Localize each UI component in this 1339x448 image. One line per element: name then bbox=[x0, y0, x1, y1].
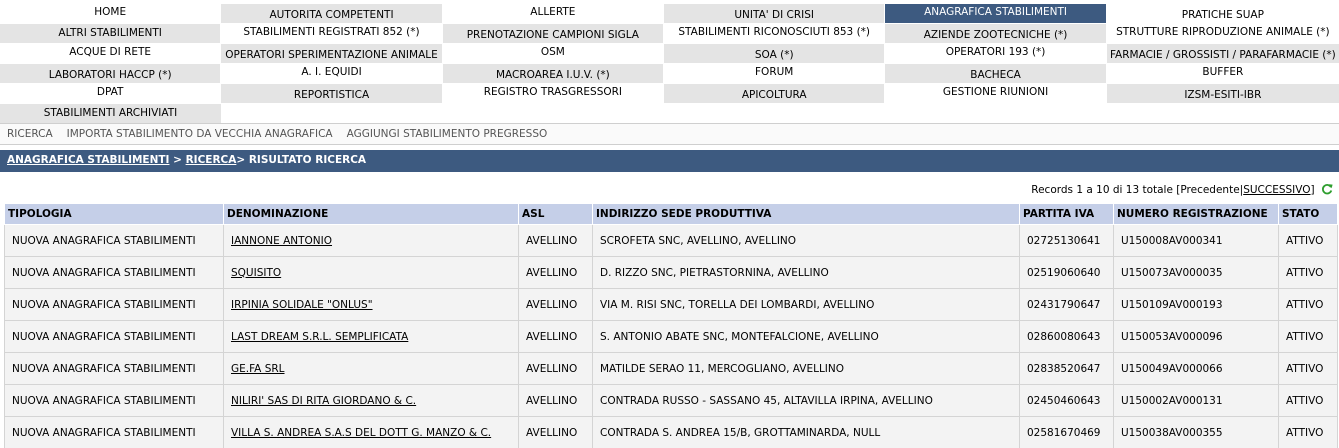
menu-row bbox=[0, 44, 1339, 64]
numero-registrazione-cell: U150053AV000096 bbox=[1114, 321, 1279, 353]
results-table bbox=[4, 203, 1338, 448]
menu-item-macroarea-i-u-v[interactable]: MACROAREA I.U.V. (*) bbox=[443, 64, 663, 83]
column-header-stato: STATO bbox=[1279, 204, 1338, 225]
menu-item-farmacie-grossisti-parafarmacie[interactable]: FARMACIE / GROSSISTI / PARAFARMACIE (*) bbox=[1107, 44, 1339, 63]
indirizzo-cell: CONTRADA RUSSO - SASSANO 45, ALTAVILLA IRPINA, AVELLINO bbox=[593, 385, 1020, 417]
menu-item-forum[interactable]: FORUM bbox=[664, 64, 884, 83]
partita-iva-cell: 02581670469 bbox=[1020, 417, 1114, 448]
stato-cell: ATTIVO bbox=[1279, 289, 1338, 321]
column-header-indirizzo-sede-produttiva: INDIRIZZO SEDE PRODUTTIVA bbox=[593, 204, 1020, 225]
table-row bbox=[5, 289, 1338, 321]
tipologia-cell: NUOVA ANAGRAFICA STABILIMENTI bbox=[5, 257, 224, 289]
menu-item-soa[interactable]: SOA (*) bbox=[664, 44, 884, 63]
menu-item-izsm-esiti-ibr[interactable]: IZSM-ESITI-IBR bbox=[1107, 84, 1339, 103]
menu-row bbox=[0, 24, 1339, 44]
breadcrumb-separator: > bbox=[169, 154, 186, 166]
column-header-asl: ASL bbox=[519, 204, 593, 225]
table-row bbox=[5, 353, 1338, 385]
column-header-numero-registrazione: NUMERO REGISTRAZIONE bbox=[1114, 204, 1279, 225]
menu-item-a-i-equidi[interactable]: A. I. EQUIDI bbox=[221, 64, 441, 83]
menu-item-stabilimenti-archiviati[interactable]: STABILIMENTI ARCHIVIATI bbox=[0, 104, 221, 123]
partita-iva-cell: 02431790647 bbox=[1020, 289, 1114, 321]
table-row bbox=[5, 257, 1338, 289]
table-row bbox=[5, 417, 1338, 448]
menu-item-autorita-competenti[interactable]: AUTORITA COMPETENTI bbox=[221, 4, 441, 23]
tipologia-cell: NUOVA ANAGRAFICA STABILIMENTI bbox=[5, 353, 224, 385]
records-summary: Records 1 a 10 di 13 totale bbox=[1031, 184, 1177, 196]
tipologia-cell: NUOVA ANAGRAFICA STABILIMENTI bbox=[5, 385, 224, 417]
denominazione-cell bbox=[224, 225, 519, 257]
menu-item-gestione-riunioni[interactable]: GESTIONE RIUNIONI bbox=[885, 84, 1105, 103]
refresh-icon[interactable] bbox=[1321, 183, 1333, 195]
table-header-row bbox=[5, 204, 1338, 225]
menu-row bbox=[0, 84, 1339, 104]
denominazione-cell bbox=[224, 353, 519, 385]
denominazione-cell bbox=[224, 289, 519, 321]
submenu-item-ricerca[interactable]: RICERCA bbox=[7, 128, 53, 140]
partita-iva-cell: 02860080643 bbox=[1020, 321, 1114, 353]
denominazione-link[interactable]: NILIRI' SAS DI RITA GIORDANO & C. bbox=[231, 394, 417, 407]
indirizzo-cell: MATILDE SERAO 11, MERCOGLIANO, AVELLINO bbox=[593, 353, 1020, 385]
asl-cell: AVELLINO bbox=[519, 257, 593, 289]
denominazione-cell bbox=[224, 385, 519, 417]
menu-item-pratiche-suap[interactable]: PRATICHE SUAP bbox=[1107, 4, 1339, 23]
tipologia-cell: NUOVA ANAGRAFICA STABILIMENTI bbox=[5, 321, 224, 353]
indirizzo-cell: D. RIZZO SNC, PIETRASTORNINA, AVELLINO bbox=[593, 257, 1020, 289]
denominazione-link[interactable]: IRPINIA SOLIDALE "ONLUS" bbox=[231, 298, 373, 311]
column-header-partita-iva: PARTITA IVA bbox=[1020, 204, 1114, 225]
denominazione-cell bbox=[224, 257, 519, 289]
next-page-link[interactable]: SUCCESSIVO bbox=[1243, 184, 1311, 196]
stato-cell: ATTIVO bbox=[1279, 257, 1338, 289]
denominazione-cell bbox=[224, 321, 519, 353]
column-header-denominazione: DENOMINAZIONE bbox=[224, 204, 519, 225]
tipologia-cell: NUOVA ANAGRAFICA STABILIMENTI bbox=[5, 417, 224, 448]
partita-iva-cell: 02519060640 bbox=[1020, 257, 1114, 289]
menu-item-registro-trasgressori[interactable]: REGISTRO TRASGRESSORI bbox=[443, 84, 663, 103]
menu-item-apicoltura[interactable]: APICOLTURA bbox=[664, 84, 884, 103]
denominazione-link[interactable]: LAST DREAM S.R.L. SEMPLIFICATA bbox=[231, 330, 409, 343]
numero-registrazione-cell: U150109AV000193 bbox=[1114, 289, 1279, 321]
breadcrumb bbox=[0, 150, 1339, 172]
table-row bbox=[5, 385, 1338, 417]
menu-row bbox=[0, 64, 1339, 84]
asl-cell: AVELLINO bbox=[519, 321, 593, 353]
menu-item-acque-di-rete[interactable]: ACQUE DI RETE bbox=[0, 44, 220, 63]
denominazione-cell bbox=[224, 417, 519, 448]
numero-registrazione-cell: U150002AV000131 bbox=[1114, 385, 1279, 417]
breadcrumb-link-anagrafica[interactable]: ANAGRAFICA STABILIMENTI bbox=[7, 154, 170, 166]
menu-row bbox=[0, 4, 1339, 24]
asl-cell: AVELLINO bbox=[519, 289, 593, 321]
asl-cell: AVELLINO bbox=[519, 385, 593, 417]
stato-cell: ATTIVO bbox=[1279, 417, 1338, 448]
menu-item-stabilimenti-riconosciuti-853[interactable]: STABILIMENTI RICONOSCIUTI 853 (*) bbox=[664, 24, 884, 43]
indirizzo-cell: SCROFETA SNC, AVELLINO, AVELLINO bbox=[593, 225, 1020, 257]
menu-item-home[interactable]: HOME bbox=[0, 4, 220, 23]
asl-cell: AVELLINO bbox=[519, 417, 593, 448]
menu-item-prenotazione-campioni-sigla[interactable]: PRENOTAZIONE CAMPIONI SIGLA bbox=[443, 24, 663, 43]
denominazione-link[interactable]: GE.FA SRL bbox=[231, 362, 285, 375]
pagination bbox=[1031, 182, 1333, 198]
breadcrumb-link-ricerca[interactable]: RICERCA bbox=[185, 154, 237, 166]
menu-item-bacheca[interactable]: BACHECA bbox=[885, 64, 1105, 83]
denominazione-link[interactable]: VILLA S. ANDREA S.A.S DEL DOTT G. MANZO & C. bbox=[231, 426, 492, 439]
stato-cell: ATTIVO bbox=[1279, 353, 1338, 385]
stato-cell: ATTIVO bbox=[1279, 321, 1338, 353]
numero-registrazione-cell: U150008AV000341 bbox=[1114, 225, 1279, 257]
pager-close-bracket: ] bbox=[1310, 184, 1315, 196]
menu-item-dpat[interactable]: DPAT bbox=[0, 84, 220, 103]
menu-item-operatori-sperimentazione-animale[interactable]: OPERATORI SPERIMENTAZIONE ANIMALE bbox=[221, 44, 441, 63]
tipologia-cell: NUOVA ANAGRAFICA STABILIMENTI bbox=[5, 225, 224, 257]
numero-registrazione-cell: U150049AV000066 bbox=[1114, 353, 1279, 385]
menu-item-allerte[interactable]: ALLERTE bbox=[443, 4, 663, 23]
table-row bbox=[5, 321, 1338, 353]
denominazione-link[interactable]: SQUISITO bbox=[231, 266, 282, 279]
breadcrumb-current: > RISULTATO RICERCA bbox=[236, 154, 367, 166]
menu-item-anagrafica-stabilimenti[interactable]: ANAGRAFICA STABILIMENTI bbox=[885, 4, 1105, 23]
menu-item-reportistica[interactable]: REPORTISTICA bbox=[221, 84, 441, 103]
asl-cell: AVELLINO bbox=[519, 353, 593, 385]
indirizzo-cell: VIA M. RISI SNC, TORELLA DEI LOMBARDI, AVELLINO bbox=[593, 289, 1020, 321]
menu-item-altri-stabilimenti[interactable]: ALTRI STABILIMENTI bbox=[0, 24, 220, 43]
main-menu bbox=[0, 4, 1339, 124]
menu-item-unita-di-crisi[interactable]: UNITA' DI CRISI bbox=[664, 4, 884, 23]
previous-page-label: [Precedente| bbox=[1176, 184, 1244, 196]
sub-menu bbox=[0, 123, 1339, 145]
partita-iva-cell: 02838520647 bbox=[1020, 353, 1114, 385]
partita-iva-cell: 02725130641 bbox=[1020, 225, 1114, 257]
stato-cell: ATTIVO bbox=[1279, 385, 1338, 417]
menu-item-operatori-193[interactable]: OPERATORI 193 (*) bbox=[885, 44, 1105, 63]
tipologia-cell: NUOVA ANAGRAFICA STABILIMENTI bbox=[5, 289, 224, 321]
numero-registrazione-cell: U150038AV000355 bbox=[1114, 417, 1279, 448]
menu-item-stabilimenti-registrati-852[interactable]: STABILIMENTI REGISTRATI 852 (*) bbox=[221, 24, 441, 43]
asl-cell: AVELLINO bbox=[519, 225, 593, 257]
indirizzo-cell: S. ANTONIO ABATE SNC, MONTEFALCIONE, AVELLINO bbox=[593, 321, 1020, 353]
table-row bbox=[5, 225, 1338, 257]
menu-item-strutture-riproduzione-animale[interactable]: STRUTTURE RIPRODUZIONE ANIMALE (*) bbox=[1107, 24, 1339, 43]
menu-item-laboratori-haccp[interactable]: LABORATORI HACCP (*) bbox=[0, 64, 220, 83]
menu-item-buffer[interactable]: BUFFER bbox=[1107, 64, 1339, 83]
stato-cell: ATTIVO bbox=[1279, 225, 1338, 257]
submenu-item-importa-stabilimento-da-vecchia-anagrafica[interactable]: IMPORTA STABILIMENTO DA VECCHIA ANAGRAFICA bbox=[66, 128, 333, 140]
column-header-tipologia: TIPOLOGIA bbox=[5, 204, 224, 225]
menu-row bbox=[0, 104, 1339, 124]
indirizzo-cell: CONTRADA S. ANDREA 15/B, GROTTAMINARDA, NULL bbox=[593, 417, 1020, 448]
submenu-item-aggiungi-stabilimento-pregresso[interactable]: AGGIUNGI STABILIMENTO PREGRESSO bbox=[346, 128, 548, 140]
menu-item-aziende-zootecniche[interactable]: AZIENDE ZOOTECNICHE (*) bbox=[885, 24, 1105, 43]
menu-item-osm[interactable]: OSM bbox=[443, 44, 663, 63]
numero-registrazione-cell: U150073AV000035 bbox=[1114, 257, 1279, 289]
partita-iva-cell: 02450460643 bbox=[1020, 385, 1114, 417]
denominazione-link[interactable]: IANNONE ANTONIO bbox=[231, 234, 333, 247]
